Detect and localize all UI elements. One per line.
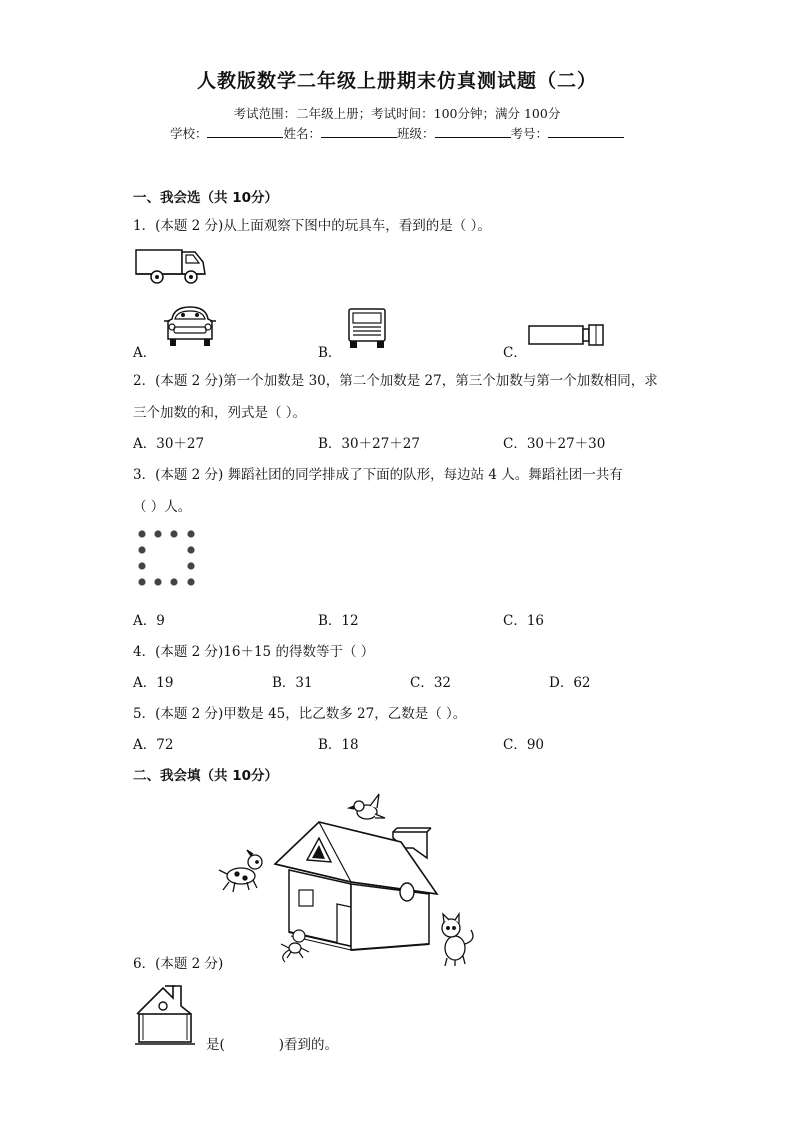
q3-stem-line1: 3．(本题 2 分) 舞蹈社团的同学排成了下面的队形，每边站 4 人。舞蹈社团一共有 — [133, 467, 623, 483]
dot-square-formation — [136, 528, 198, 588]
truck-top-icon — [528, 322, 608, 348]
q6-answer-suffix: )看到的。 — [278, 1037, 339, 1053]
q3-option-c[interactable]: C．16 — [503, 613, 545, 629]
dot — [138, 530, 145, 537]
truck-side-icon — [135, 246, 207, 286]
q1-stem: 1．(本题 2 分)从上面观察下图中的玩具车，看到的是（ ）。 — [133, 218, 491, 234]
q2-stem-line2: 三个加数的和，列式是（ ）。 — [133, 405, 307, 421]
q4-option-d[interactable]: D．62 — [549, 675, 591, 691]
dot — [187, 562, 194, 569]
cat-icon — [442, 914, 473, 966]
name-label: 姓名： — [283, 126, 321, 141]
exam-info: 考试范围：二年级上册；考试时间：100分钟；满分 100分 — [233, 106, 561, 121]
monkey-icon — [281, 930, 309, 962]
q3-stem-line2: （ ）人。 — [133, 499, 192, 515]
q3-option-b[interactable]: B．12 — [318, 613, 359, 629]
q2-stem-line1: 2．(本题 2 分)第一个加数是 30，第二个加数是 27，第三个加数与第一个加数相同，求 — [133, 373, 658, 389]
school-label: 学校： — [169, 126, 208, 141]
class-label: 班级： — [397, 126, 435, 141]
dot — [187, 578, 194, 585]
q6-answer-line — [206, 1033, 338, 1053]
dot — [187, 530, 194, 537]
q5-option-a[interactable]: A．72 — [133, 737, 174, 753]
dog-icon — [219, 850, 262, 892]
truck-front-icon — [347, 307, 389, 349]
dot — [138, 562, 145, 569]
exam-number-field[interactable] — [548, 125, 624, 138]
q1-option-b[interactable]: B． — [318, 345, 342, 361]
dot — [170, 578, 177, 585]
q2-option-b[interactable]: B．30＋27＋27 — [318, 436, 420, 452]
class-field[interactable] — [435, 125, 511, 138]
q4-option-b[interactable]: B．31 — [272, 675, 313, 691]
q5-stem: 5．(本题 2 分)甲数是 45，比乙数多 27，乙数是（ ）。 — [133, 706, 467, 722]
page-title: 人教版数学二年级上册期末仿真测试题（二） — [196, 70, 597, 92]
q2-option-a[interactable]: A．30＋27 — [133, 436, 205, 452]
name-field[interactable] — [321, 125, 397, 138]
q4-option-c[interactable]: C．32 — [410, 675, 452, 691]
q4-option-a[interactable]: A．19 — [133, 675, 174, 691]
dot — [170, 530, 177, 537]
dot — [154, 578, 161, 585]
dot — [138, 546, 145, 553]
house-scene-illustration — [215, 790, 485, 970]
q1-option-c[interactable]: C． — [503, 345, 527, 361]
dot — [187, 546, 194, 553]
q5-option-c[interactable]: C．90 — [503, 737, 545, 753]
q1-option-a[interactable]: A． — [133, 345, 157, 361]
car-front-icon — [162, 305, 218, 349]
exam-number-label: 考号： — [510, 126, 549, 141]
q6-answer-prefix: 是( — [206, 1037, 225, 1053]
student-info-row — [0, 124, 794, 142]
house-view-icon — [135, 984, 195, 1046]
school-field[interactable] — [207, 125, 283, 138]
section1-heading: 一、我会选（共 10分） — [133, 190, 278, 206]
section2-heading: 二、我会填（共 10分） — [133, 768, 278, 784]
dot — [154, 530, 161, 537]
q6-stem: 6．(本题 2 分) — [133, 956, 224, 972]
bird-icon — [349, 794, 385, 819]
q5-option-b[interactable]: B．18 — [318, 737, 359, 753]
q2-option-c[interactable]: C．30＋27＋30 — [503, 436, 606, 452]
q4-stem: 4．(本题 2 分)16＋15 的得数等于（ ） — [133, 644, 375, 660]
dot — [138, 578, 145, 585]
q3-option-a[interactable]: A．9 — [133, 613, 165, 629]
